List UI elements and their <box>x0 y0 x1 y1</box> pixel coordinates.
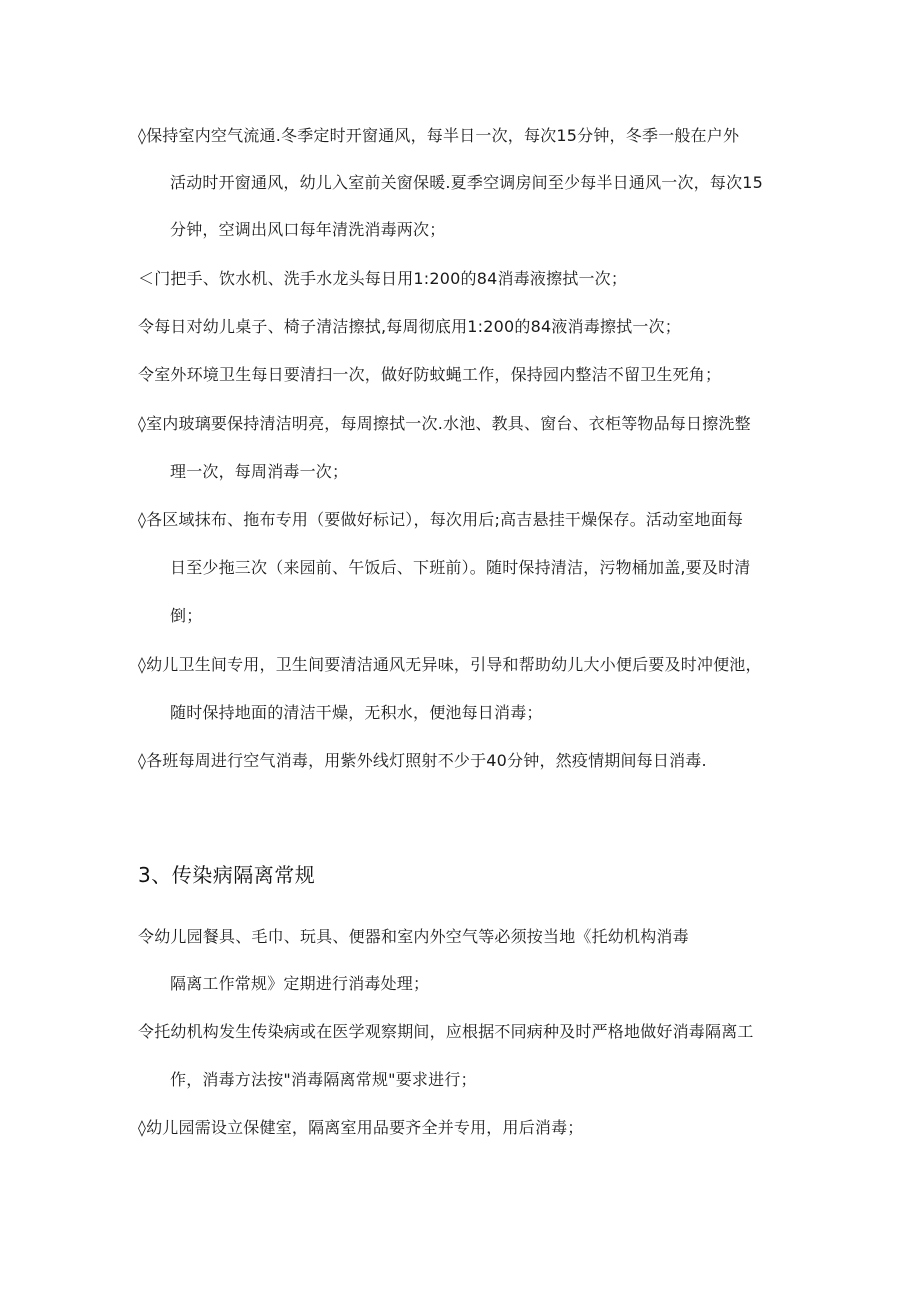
item-disinfection-standard-line-1: 令幼儿园餐具、毛巾、玩具、便器和室内外空气等必须按当地《托幼机构消毒 <box>138 927 689 946</box>
item-tables-chairs-line-1: 令每日对幼儿桌子、椅子清洁擦拭,每周彻底用1:200的84液消毒擦拭一次； <box>138 317 681 336</box>
item-air-disinfection-line-1: ◊各班每周进行空气消毒，用紫外线灯照射不少于40分钟，然疫情期间每日消毒. <box>138 751 707 770</box>
item-mops-line-1: ◊各区域抹布、拖布专用（要做好标记），每次用后;高吉悬挂干燥保存。活动室地面每 <box>138 510 744 529</box>
item-glass-cleaning-line-2: 理一次，每周消毒一次； <box>170 462 349 481</box>
item-disinfection-standard-line-2: 隔离工作常规》定期进行消毒处理； <box>170 974 430 993</box>
item-ventilation-line-1: ◊保持室内空气流通.冬季定时开窗通风，每半日一次，每次15分钟，冬季一般在户外 <box>138 126 740 145</box>
item-mops-line-2: 日至少拖三次（来园前、午饭后、下班前）。随时保持清洁，污物桶加盖,要及时清 <box>170 558 751 577</box>
item-mops-line-3: 倒； <box>170 606 203 625</box>
item-outbreak-response-line-2: 作，消毒方法按"消毒隔离常规"要求进行； <box>170 1070 477 1089</box>
item-health-room-line-1: ◊幼儿园需设立保健室，隔离室用品要齐全并专用，用后消毒； <box>138 1118 584 1137</box>
item-glass-cleaning-line-1: ◊室内玻璃要保持清洁明亮，每周擦拭一次.水池、教具、窗台、衣柜等物品每日擦洗整 <box>138 414 751 433</box>
section-heading: 3、传染病隔离常规 <box>138 863 316 887</box>
item-door-handles-line-1: ＜门把手、饮水机、洗手水龙头每日用1:200的84消毒液擦拭一次； <box>138 269 628 288</box>
item-outbreak-response-line-1: 令托幼机构发生传染病或在医学观察期间，应根据不同病种及时严格地做好消毒隔离工 <box>138 1022 754 1041</box>
item-outdoor-hygiene-line-1: 令室外环境卫生每日要清扫一次，做好防蚊蝇工作，保持园内整洁不留卫生死角； <box>138 365 722 384</box>
item-ventilation-line-3: 分钟，空调出风口每年清洗消毒两次； <box>170 220 446 239</box>
item-restroom-line-1: ◊幼儿卫生间专用，卫生间要清洁通风无异味，引导和帮助幼儿大小便后要及时冲便池， <box>138 655 762 674</box>
item-ventilation-line-2: 活动时开窗通风，幼儿入室前关窗保暖.夏季空调房间至少每半日通风一次，每次15 <box>170 173 764 192</box>
item-restroom-line-2: 随时保持地面的清洁干燥，无积水，便池每日消毒； <box>170 703 543 722</box>
